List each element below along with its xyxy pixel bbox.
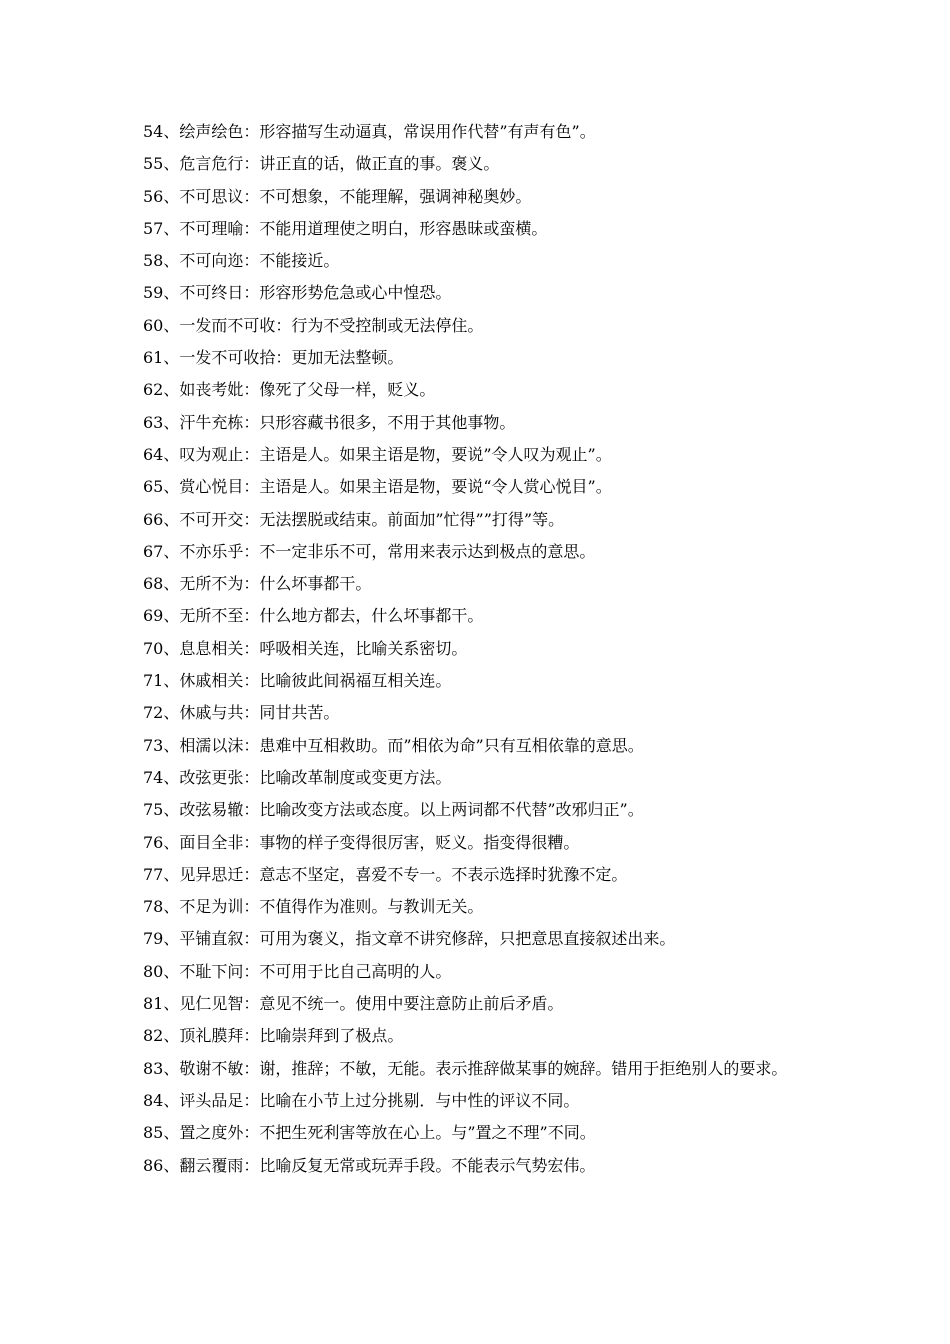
entry-86: 86、翻云覆雨：比喻反复无常或玩弄手段。不能表示气势宏伟。 [143, 1155, 596, 1175]
entry-58: 58、不可向迩：不能接近。 [143, 251, 340, 271]
entry-80: 80、不耻下问：不可用于比自己高明的人。 [143, 961, 452, 981]
entry-70: 70、息息相关：呼吸相关连，比喻关系密切。 [143, 638, 468, 658]
entry-69: 69、无所不至：什么地方都去，什么坏事都干。 [143, 606, 484, 626]
entry-73: 73、相濡以沫：患难中互相救助。而”相依为命”只有互相依靠的意思。 [143, 735, 644, 755]
entry-68: 68、无所不为：什么坏事都干。 [143, 574, 372, 594]
entry-84: 84、评头品足：比喻在小节上过分挑剔．与中性的评议不同。 [143, 1090, 580, 1110]
entry-66: 66、不可开交：无法摆脱或结束。前面加”忙得””打得”等。 [143, 509, 565, 529]
entry-65: 65、赏心悦目：主语是人。如果主语是物，要说“令人赏心悦目”。 [143, 477, 612, 497]
entry-74: 74、改弦更张：比喻改革制度或变更方法。 [143, 767, 452, 787]
entry-54: 54、绘声绘色：形容描写生动逼真，常误用作代替”有声有色”。 [143, 122, 596, 141]
entry-83: 83、敬谢不敏：谢，推辞；不敏，无能。表示推辞做某事的婉辞。错用于拒绝别人的要求。 [143, 1058, 788, 1078]
entry-76: 76、面目全非：事物的样子变得很厉害，贬义。指变得很糟。 [143, 832, 580, 852]
entry-78: 78、不足为训：不值得作为准则。与教训无关。 [143, 897, 484, 917]
entry-62: 62、如丧考妣：像死了父母一样，贬义。 [143, 380, 436, 400]
entry-64: 64、叹为观止：主语是人。如果主语是物，要说”令人叹为观止”。 [143, 444, 612, 464]
entry-72: 72、休戚与共：同甘共苦。 [143, 703, 340, 723]
entry-81: 81、见仁见智：意见不统一。使用中要注意防止前后矛盾。 [143, 994, 564, 1014]
entry-56: 56、不可思议：不可想象，不能理解，强调神秘奥妙。 [143, 186, 532, 206]
entry-61: 61、一发不可收拾：更加无法整顿。 [143, 348, 404, 368]
entry-85: 85、置之度外：不把生死利害等放在心上。与”置之不理”不同。 [143, 1123, 596, 1143]
entry-55: 55、危言危行：讲正直的话，做正直的事。褒义。 [143, 154, 500, 174]
entry-82: 82、顶礼膜拜：比喻崇拜到了极点。 [143, 1026, 404, 1046]
entry-59: 59、不可终日：形容形势危急或心中惶恐。 [143, 283, 452, 303]
idiom-list [143, 116, 813, 1182]
entry-79: 79、平铺直叙：可用为褒义，指文章不讲究修辞，只把意思直接叙述出来。 [143, 929, 676, 949]
entry-77: 77、见异思迁：意志不坚定，喜爱不专一。不表示选择时犹豫不定。 [143, 864, 628, 884]
entry-75: 75、改弦易辙：比喻改变方法或态度。以上两词都不代替”改邪归正”。 [143, 800, 644, 820]
entry-57: 57、不可理喻：不能用道理使之明白，形容愚昧或蛮横。 [143, 218, 548, 238]
entry-63: 63、汗牛充栋：只形容藏书很多，不用于其他事物。 [143, 412, 516, 432]
entry-71: 71、休戚相关：比喻彼此间祸福互相关连。 [143, 671, 452, 691]
entry-67: 67、不亦乐乎：不一定非乐不可，常用来表示达到极点的意思。 [143, 541, 596, 561]
entry-60: 60、一发而不可收：行为不受控制或无法停住。 [143, 315, 484, 335]
